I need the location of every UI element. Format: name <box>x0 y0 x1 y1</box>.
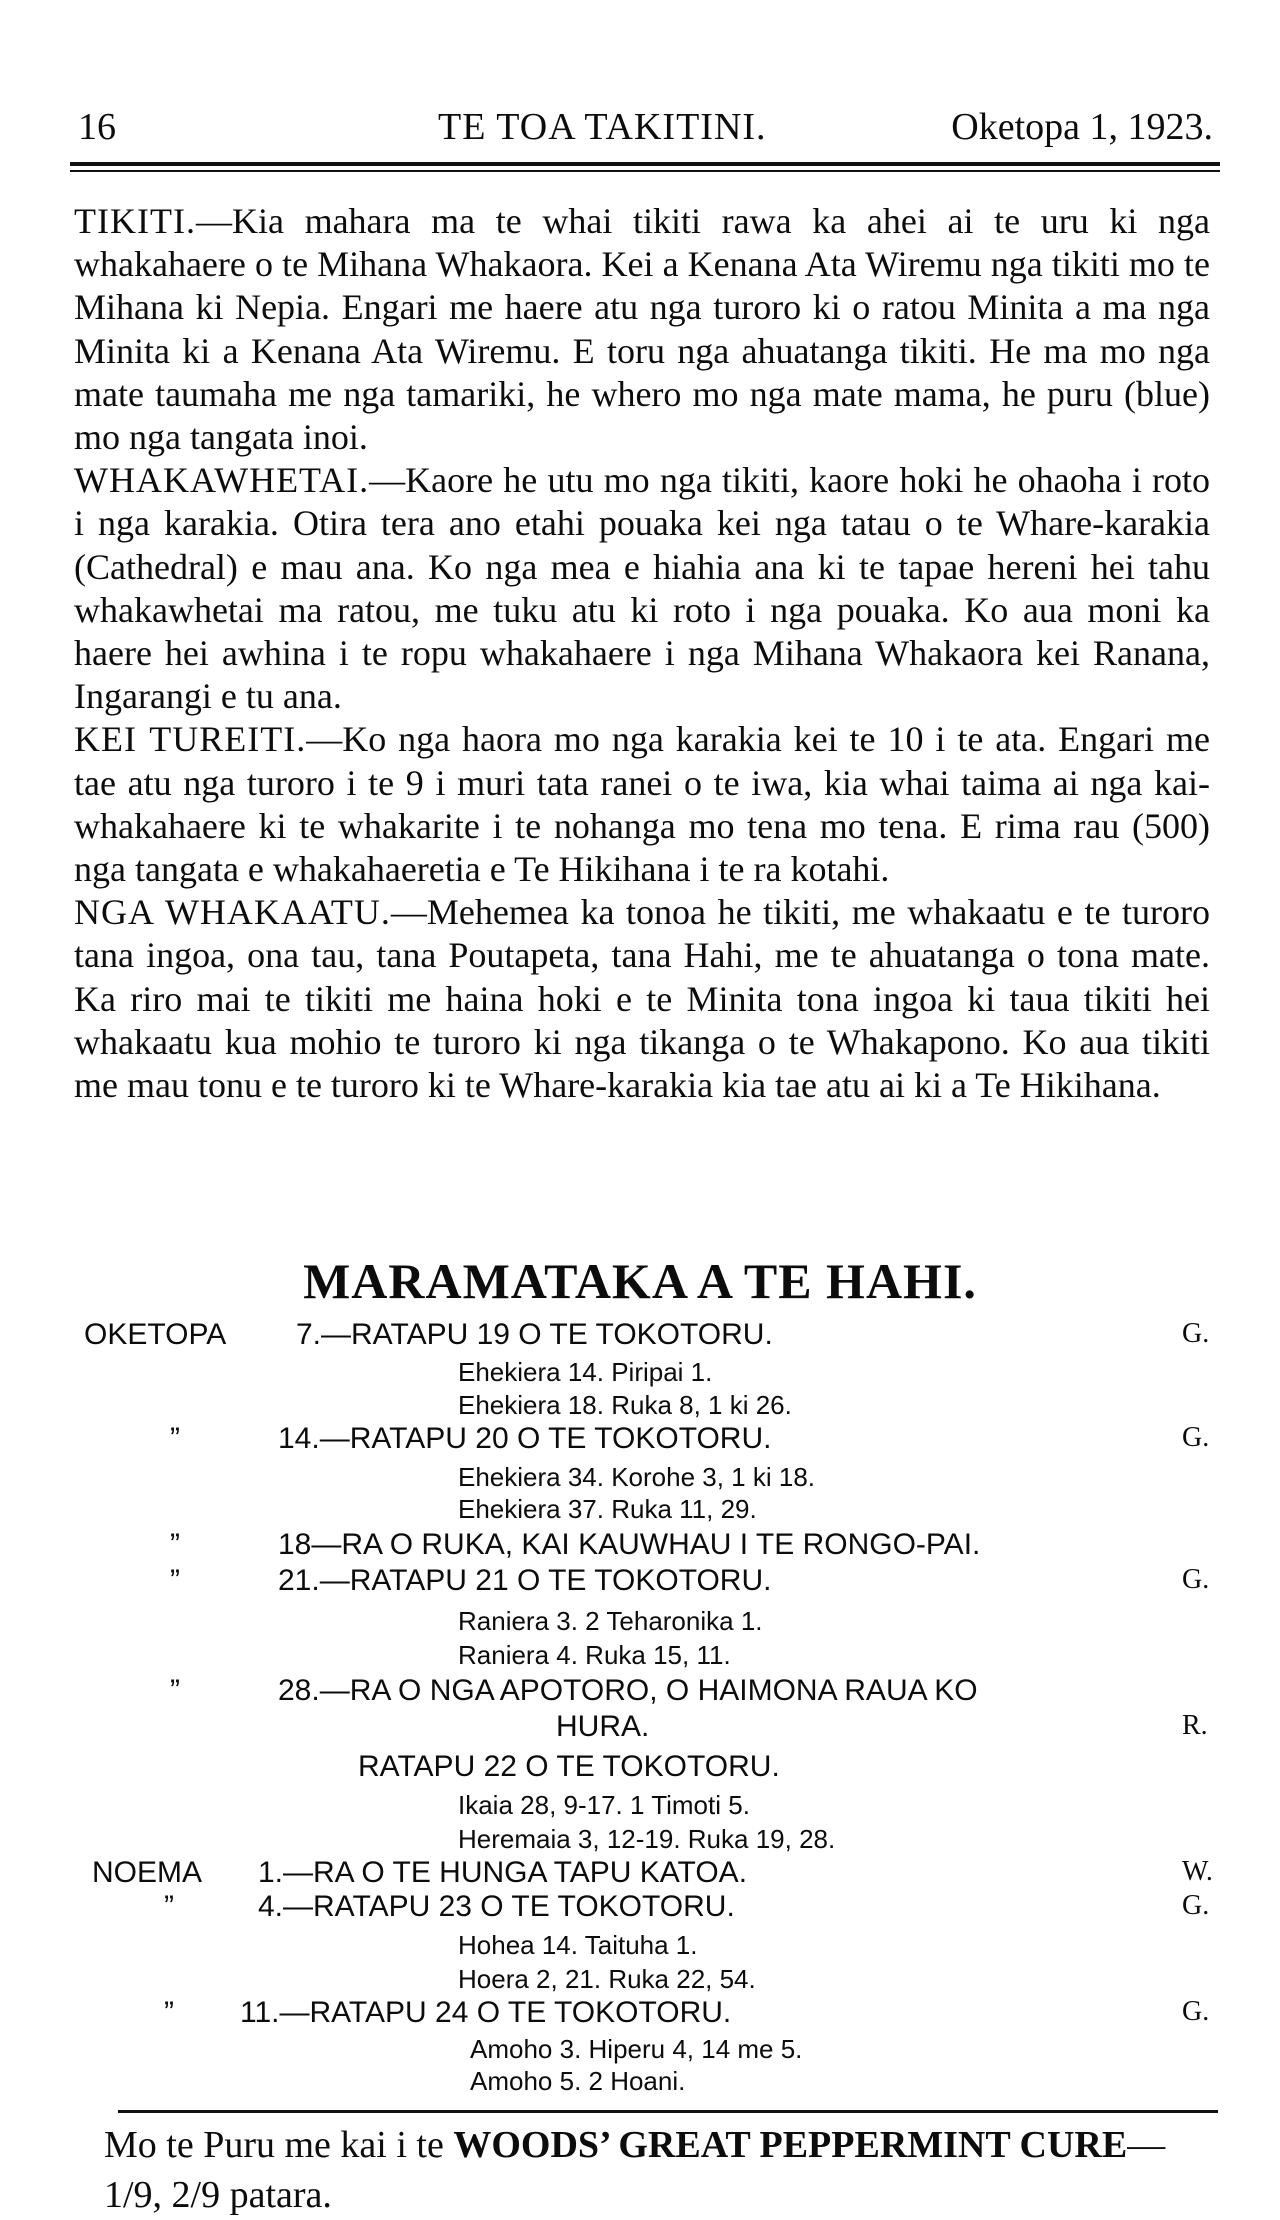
calendar-readings: Ehekiera 34. Korohe 3, 1 ki 18. <box>458 1462 816 1492</box>
calendar-month-ditto: ” <box>164 1996 174 2029</box>
publication-title: TE TOA TAKITINI. <box>438 106 767 148</box>
paragraph-kei-tureiti <box>74 718 1210 891</box>
page-header <box>78 105 1213 155</box>
calendar-month-ditto: ” <box>164 1890 174 1923</box>
ad-product: WOODS’ GREAT PEPPERMINT CURE <box>453 2124 1128 2166</box>
paragraph-text: —Kia mahara ma te whai tikiti rawa ka ahei ai te uru ki nga whakahaere o te Mihana Whakaora. Kei a Kenana Ata Wiremu nga tikiti mo te Mihana ki Nepia. Engari me haere atu nga turoro ki o ratou Minita a ma nga Minita ki a Kenana Ata Wiremu. E toru nga ahuatanga tikiti. He ma mo nga mate taumaha me nga tamariki, he whero mo nga mate mama, he puru (blue) mo nga tangata inoi. <box>74 201 1210 458</box>
calendar-readings: Ehekiera 37. Ruka 11, 29. <box>458 1494 757 1524</box>
calendar-readings: Hoera 2, 21. Ruka 22, 54. <box>458 1964 756 1994</box>
calendar-readings: Raniera 3. 2 Teharonika 1. <box>458 1606 763 1636</box>
calendar-month-ditto: ” <box>170 1528 180 1561</box>
calendar-readings: Amoho 3. Hiperu 4, 14 me 5. <box>470 2034 803 2064</box>
issue-date: Oketopa 1, 1923. <box>951 106 1213 148</box>
calendar-code: G. <box>1182 1890 1210 1921</box>
calendar-day: 1.—RA O TE HUNGA TAPU KATOA. <box>258 1856 748 1889</box>
calendar-day: 28.—RA O NGA APOTORO, O HAIMONA RAUA KO <box>278 1674 978 1707</box>
calendar-code: G. <box>1182 1422 1210 1453</box>
calendar-row <box>0 1710 1280 1750</box>
header-rule-thin <box>70 170 1220 172</box>
calendar-row <box>0 1318 1280 1358</box>
ad-text: Mo te Puru me kai i te <box>104 2124 454 2166</box>
calendar-month: OKETOPA <box>84 1318 227 1351</box>
footer-rule <box>118 2110 1218 2113</box>
paragraph-text: —Kaore he utu mo nga tikiti, kaore hoki he ohaoha i roto i nga karakia. Otira tera ano etahi pouaka kei nga tatau o te Whare-karakia (Cathedral) e mau ana. Ko nga mea e hiahia ana ki te tapae hereni hei tahu whakawhetai ma ratou, me tuku atu ki roto i nga pouaka. Ko aua moni ka haere hei awhina i te ropu whakahaere i nga Mihana Whakaora kei Ranana, Ingarangi e tu ana. <box>74 460 1210 717</box>
calendar-row <box>0 1890 1280 1930</box>
calendar-day: 11.—RATAPU 24 O TE TOKOTORU. <box>240 1996 732 2029</box>
calendar-continuation: HURA. <box>556 1710 650 1743</box>
calendar-month-ditto: ” <box>170 1564 180 1597</box>
calendar-row <box>0 1750 1280 1790</box>
calendar-day: 7.—RATAPU 19 O TE TOKOTORU. <box>296 1318 773 1351</box>
calendar-title: MARAMATAKA A TE HAHI. <box>303 1253 977 1309</box>
paragraph-text: —Mehemea ka tonoa he tikiti, me whakaatu e te turoro tana ingoa, ona tau, tana Poutapeta, tana Hahi, me te ahuatanga o tona mate. Ka riro mai te tikiti me haina hoki e te Minita tona ingoa ki taua tikiti hei whakaatu kua mohio te turoro ki nga tikanga o te Whakapono. Ko aua tikiti me mau tonu e te turoro ki te Whare-karakia kia tae atu ai ki a Te Hikihana. <box>74 892 1210 1106</box>
calendar-day: 14.—RATAPU 20 O TE TOKOTORU. <box>278 1422 772 1455</box>
calendar-day: 4.—RATAPU 23 O TE TOKOTORU. <box>258 1890 735 1923</box>
paragraph-text: —Ko nga haora mo nga karakia kei te 10 i te ata. Engari me tae atu nga turoro i te 9 i muri tata ranei o te iwa, kia whai taima ai nga kai-whakahaere ki te whakarite i te nohanga mo tena mo tena. E rima rau (500) nga tangata e whakahaeretia e Te Hikihana i te ra kotahi. <box>74 719 1210 890</box>
calendar-code: G. <box>1182 1564 1210 1595</box>
calendar-row <box>0 1996 1280 2036</box>
header-rule-thick <box>70 162 1220 166</box>
calendar-readings: Ehekiera 14. Piripai 1. <box>458 1357 713 1387</box>
calendar-month: NOEMA <box>92 1856 203 1889</box>
calendar-readings: Heremaia 3, 12-19. Ruka 19, 28. <box>458 1824 836 1854</box>
paragraph-tikiti <box>74 200 1210 459</box>
paragraph-whakawhetai <box>74 459 1210 718</box>
calendar-row <box>0 1564 1280 1604</box>
page-number: 16 <box>78 106 116 148</box>
calendar-row <box>0 1528 1280 1568</box>
calendar-readings: Amoho 5. 2 Hoani. <box>470 2066 686 2096</box>
article-body <box>74 200 1210 1107</box>
calendar-row <box>0 1422 1280 1462</box>
paragraph-lead: TIKITI. <box>74 201 196 241</box>
calendar-readings: Raniera 4. Ruka 15, 11. <box>458 1640 731 1670</box>
calendar-readings: Ehekiera 18. Ruka 8, 1 ki 26. <box>458 1390 792 1420</box>
calendar-day: 18—RA O RUKA, KAI KAUWHAU I TE RONGO-PAI. <box>278 1528 981 1561</box>
calendar-readings: Hohea 14. Taituha 1. <box>458 1930 698 1960</box>
calendar-day: RATAPU 22 O TE TOKOTORU. <box>358 1750 780 1783</box>
ad-price: —1/9, 2/9 patara. <box>104 2124 1166 2216</box>
calendar-code: G. <box>1182 1996 1210 2027</box>
calendar-code: G. <box>1182 1318 1210 1349</box>
calendar-day: 21.—RATAPU 21 O TE TOKOTORU. <box>278 1564 772 1597</box>
calendar-month-ditto: ” <box>170 1422 180 1455</box>
paragraph-lead: KEI TUREITI. <box>74 719 307 760</box>
paragraph-lead: NGA WHAKAATU. <box>74 892 391 933</box>
paragraph-lead: WHAKAWHETAI. <box>74 460 370 501</box>
calendar-code: W. <box>1182 1856 1213 1887</box>
calendar-readings: Ikaia 28, 9-17. 1 Timoti 5. <box>458 1790 750 1820</box>
calendar-month-ditto: ” <box>170 1674 180 1707</box>
paragraph-nga-whakaatu <box>74 891 1210 1107</box>
calendar-code: R. <box>1182 1710 1208 1741</box>
advertisement-footer <box>104 2120 1219 2220</box>
calendar-row <box>0 2066 1280 2106</box>
